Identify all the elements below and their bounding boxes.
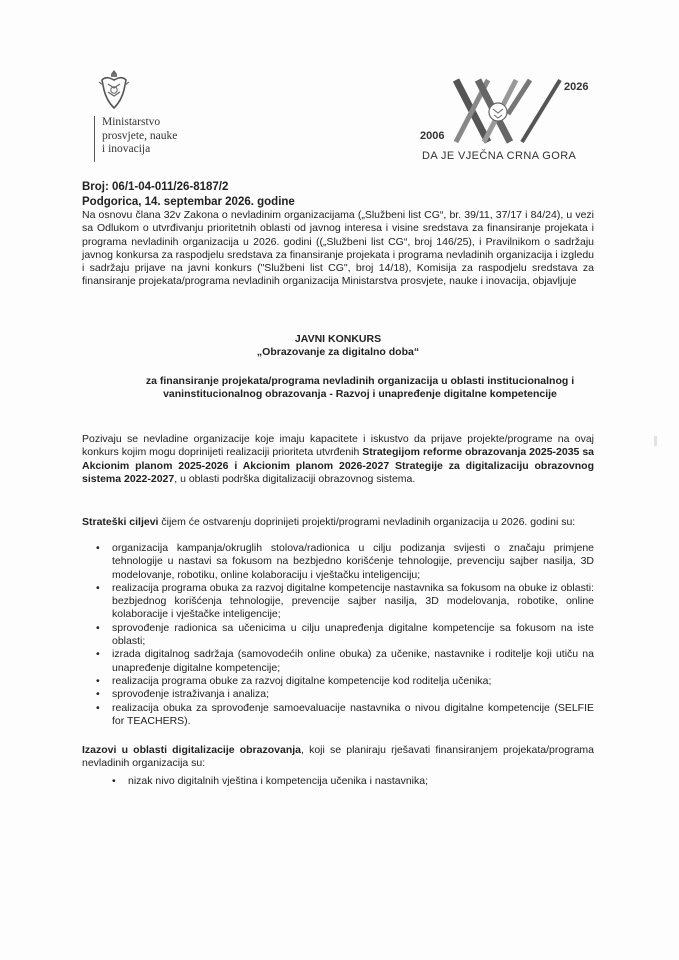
challenges-list [112,775,592,788]
call-text-1: Pozivaju se nevladine organizacije koje imaju kapacitete i iskustvo da prijave projekte/programe na ovaj konkurs kojim mogu doprinijeti realizaciji prioriteta utvrđenih [82,433,594,459]
ministry-divider [94,116,95,162]
ministry-line-3: i inovacija [102,143,151,155]
challenges-intro [82,744,594,771]
intro-paragraph: Na osnovu člana 32v Zakona o nevladinim organizacijama („Službeni list CG“, br. 39/11, 37/17 i 84/24), u vezi sa Odlukom o utvrđivanju prioritetnih oblasti od javnog interesa i visine sredstava za finansiranje projekata i programa nevladinih organizacija u 2026. godini ((„Službeni list CG“, broj 146/25), i Pravilnikom o sadržaju javnog konkursa za raspodjelu sredstava za finansiranje projekata i programa nevladinih organizacija i izgledu i sadržaju prijave na javni konkurs ("Službeni list CG", broj 14/18), Komisija za raspodjelu sredstava za finansiranje projekata/programa nevladinih organizacija Ministarstva prosvjete, nauke i inovacija, objavljuje [82,209,594,288]
list-item: • sprovođenje radionica sa učenicima u cilju unapređenja digitalne kompetencije sa fokusom na iste oblasti; [96,622,594,649]
anniversary-motto: DA JE VJEČNA CRNA GORA [422,150,577,162]
call-text-2: , u oblasti podrška digitalizaciji obrazovnog sistema. [174,472,416,485]
goals-lead-bold: Strateški ciljevi [82,516,159,528]
anniversary-logo [420,68,600,168]
list-item: • realizacija obuka za sprovođenje samoevaluacije nastavnika o nivou digitalne kompetencije (SELFIE for TEACHERS). [96,702,594,729]
call-strategy-bold: Strategijom reforme obrazovanja 2025-2035 sa Akcionim planom 2025-2026 i Akcionim planom 2026-2027 Strategije za digitalizaciju obrazovnog sistema 2022-2027 [82,446,595,485]
call-subtitle: za finansiranje projekata/programa nevladinih organizacija u oblasti institucionalnog i vaninstitucionalnog obrazovanja - Razvoj i unapređenje digitalne kompetencije [145,375,575,401]
reference-number: Broj: 06/1-04-011/26-8187/2 [82,181,229,193]
goals-lead-rest: čijem će ostvarenju doprinijeti projekti/programi nevladinih organizacija u 2026. godini su: [158,516,576,528]
list-item: • izrada digitalnog sadržaja (samovodećih online obuka) za učenike, nastavnike i roditelje koji utiču na unapređenje digitalne kompetencije; [96,648,594,675]
challenges-lead-rest: , koji se planiraju rješavati finansiranjem projekata/programa nevladinih organizacija su: [82,744,594,770]
goals-intro [82,516,594,529]
call-title [82,333,594,360]
anniversary-year-left: 2006 [420,130,445,142]
call-paragraph [82,433,594,486]
call-title-line-1: JAVNI KONKURS [294,333,382,345]
list-item: • nizak nivo digitalnih vještina i kompetencija učenika i nastavnika; [112,775,592,788]
list-item: • realizacija programa obuke za razvoj digitalne kompetencije kod roditelja učenika; [96,675,594,688]
xx-logo-icon [448,76,568,146]
ministry-line-2: prosvjete, nauke [102,129,178,142]
call-title-line-2: „Obrazovanje za digitalno doba“ [256,346,420,359]
list-item: • sprovođenje istraživanja i analiza; [96,688,594,701]
goals-list [96,542,594,728]
list-item: • organizacija kampanja/okruglih stolova/radionica u cilju podizanja svijesti o značaju primjene tehnologije u nastavi sa fokusom na bezbjedno korišćenje tehnologije, prevenciju sajber nasilja, 3D modelovanje, robotiku, online kolaboraciju i vještačku inteligenciju; [96,542,594,582]
list-item: • realizacija programa obuka za razvoj digitalne kompetencije nastavnika sa fokusom na obuke iz oblasti: bezbjednog korišćenja tehnologije, prevencije sajber nasilja, 3D modelovanja, robotike, online kolaboracije i vještačke inteligencije; [96,582,594,622]
anniversary-year-right: 2026 [564,81,589,93]
document-reference [82,180,295,210]
reference-place-date: Podgorica, 14. septembar 2026. godine [82,196,295,208]
ministry-name [102,116,177,157]
ministry-line-1: Ministarstvo [102,116,161,128]
scan-mark [654,436,657,446]
ministry-header [84,68,224,163]
challenges-lead-bold: Izazovi u oblasti digitalizacije obrazovanja [82,744,302,756]
coat-of-arms-icon [96,68,132,112]
